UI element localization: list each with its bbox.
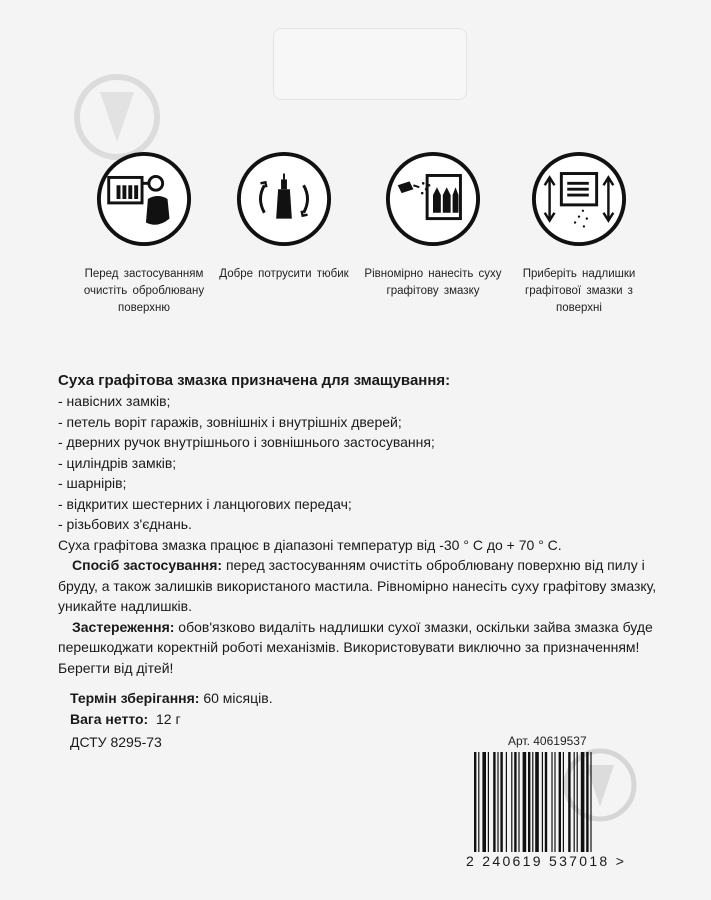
standard-text: ДСТУ 8295-73 [70,734,162,750]
list-item: - циліндрів замків; [58,454,177,471]
step-2 [199,150,369,283]
barcode-bar [528,752,530,852]
barcode-bar [532,752,533,852]
barcode-number: 2 240619 537018 > [466,853,627,869]
barcode-bar [518,752,519,852]
purpose-list [58,391,668,535]
remove-excess-icon [530,150,628,248]
step-label: Приберіть надлишки графітової змазки з поверхні [522,268,636,314]
weight-row [70,709,273,730]
list-item: - дверних ручок внутрішнього і зовнішнього застосування; [58,434,435,450]
barcode-bar [514,752,516,852]
barcode [472,752,632,852]
shake-tube-icon [235,150,333,248]
barcode-bar [506,752,507,852]
article-number: Арт. 40619537 [508,734,587,748]
barcode-bar [488,752,489,852]
barcode-bar [568,752,570,852]
barcode-bar [559,752,561,852]
barcode-bar [535,752,539,852]
barcode-bar [478,752,479,852]
warning-label: Застереження: [72,618,175,635]
description-text [58,370,668,678]
barcode-bar [577,752,578,852]
clean-surface-icon [95,150,193,248]
barcode-bar [497,752,498,852]
usage-text: перед застосуванням очистіть оброблювану поверхню від пилу і бруду, а також залишків використаного мастила. Рівномірно нанесіть суху графітову змазку, уникайте надлишків. [58,557,657,614]
barcode-bar [574,752,575,852]
barcode-bar [563,752,564,852]
barcode-bar [500,752,502,852]
storage-value: 60 місяців. [199,690,273,706]
weight-value: 12 г [148,711,181,727]
list-item: - відкритих шестерних і ланцюгових передач; [58,495,352,512]
barcode-bar [581,752,585,852]
barcode-bar [542,752,543,852]
hang-slot [273,28,467,100]
storage-label: Термін зберігання: [70,690,200,706]
step-4 [494,150,664,317]
step-3 [348,150,518,300]
weight-label: Вага нетто: [70,711,149,727]
barcode-bar [590,752,591,852]
usage-label: Спосіб застосування: [72,557,223,573]
usage-paragraph [58,555,668,617]
step-label: Добре потрусити тюбик [219,268,349,280]
apply-lubricant-icon [384,150,482,248]
barcode-bar [511,752,512,852]
barcode-bar [482,752,486,852]
barcode-bar [551,752,552,852]
barcode-bar [586,752,588,852]
list-item: - різьбових з'єднань. [58,516,192,532]
list-item: - шарнірів; [58,475,127,491]
warning-text: обов'язково видаліть надлишки сухої змазки, оскільки зайва змазка буде перешкоджати коректній роботі механізмів. Використовувати виключно за призначенням! Берегти від дітей! [58,618,653,676]
step-label: Перед застосуванням очистіть оброблювану поверхню [83,268,205,314]
barcode-bar [493,752,495,852]
purpose-heading: Суха графітова змазка призначена для змащування: [58,372,451,389]
temperature-text: Суха графітова змазка працює в діапазоні температур від -30 ° С до + 70 ° С. [58,536,562,553]
warning-paragraph [58,617,668,679]
list-item: - навісних замків; [58,393,171,409]
product-meta [70,688,273,730]
barcode-bar [474,752,476,852]
storage-row [70,688,273,709]
step-label: Рівномірно нанесіть суху графітову змазку [364,268,502,297]
barcode-bar [554,752,555,852]
barcode-bar [545,752,547,852]
instruction-steps [0,150,711,350]
barcode-bar [523,752,527,852]
list-item: - петель воріт гаражів, зовнішніх і внутрішніх дверей; [58,413,402,430]
